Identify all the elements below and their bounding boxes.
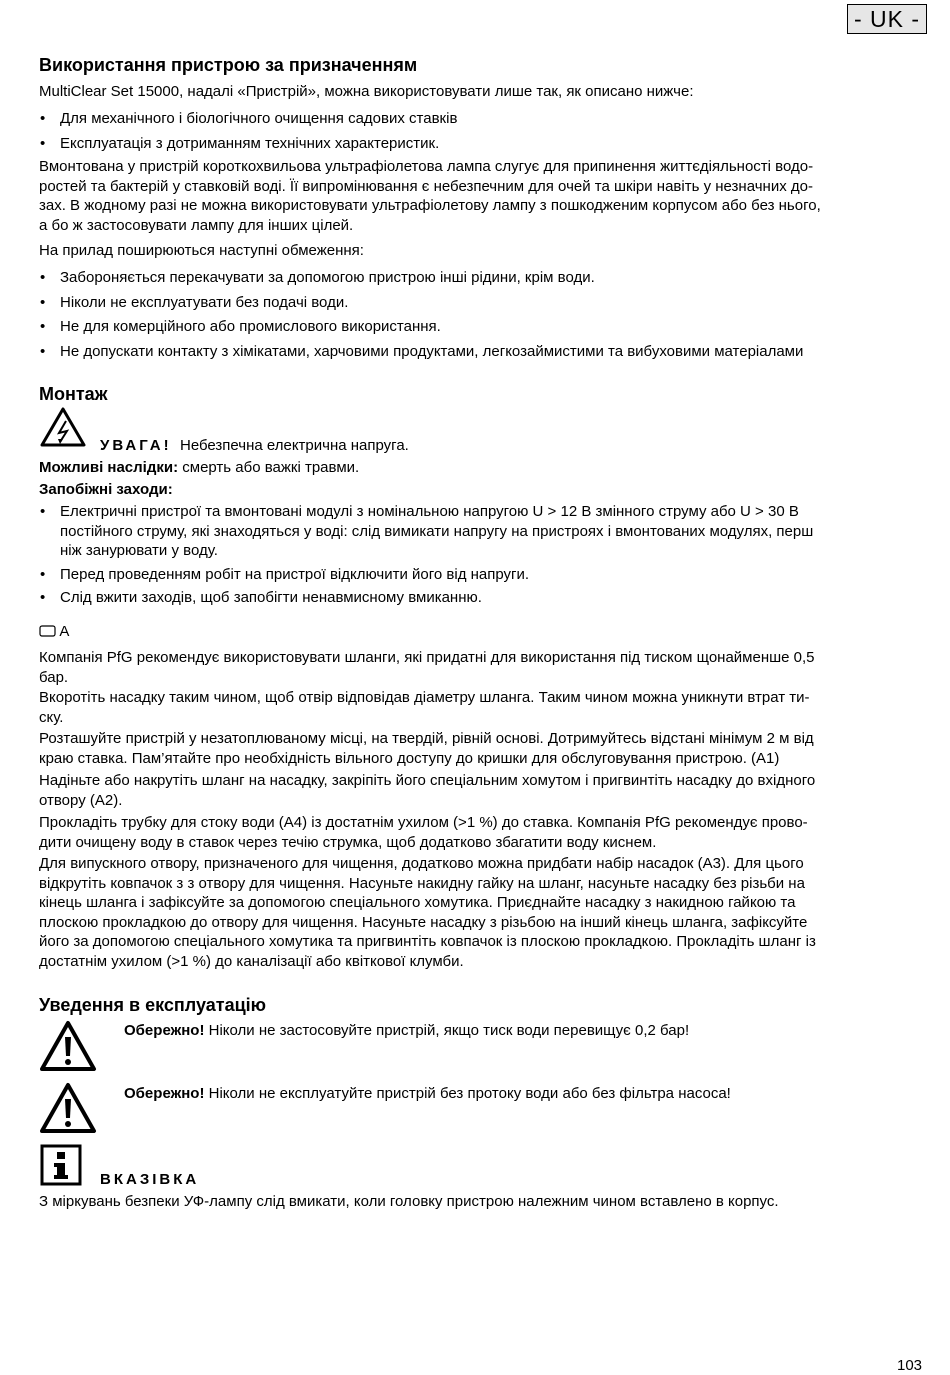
bullet-icon: • [40,503,46,520]
consequences-text: смерть або важкі травми. [182,459,360,476]
language-tag: - UK - [847,4,927,34]
caution-text: Ніколи не експлуатуйте пристрій без протоку води або без фільтра насоса! [208,1085,731,1102]
list-item: • Експлуатація з дотриманням технічних характеристик. [40,135,440,152]
list-item: • Не для комерційного або промислового використання. [40,318,441,335]
installation-paragraph: Розташуйте пристрій у незатоплюваному місці, на твердій, рівній основі. Дотримуйтесь відстані мінімум 2 м від краю ставка. Пам’ятайте про необхідність вільного доступу до кришки для обслуговування пристрою. (A1) [39,730,814,767]
list-item: • Електричні пристрої та вмонтовані модулі з номінальною напругою U > 12 В змінного струму або U > 30 В постійного струму, які знаходяться у воді: слід вимикати напругу на пристроях і вмонтованих модулях, перш ніж занурювати у воду. [40,503,814,559]
note-label: ВКАЗІВКА [100,1171,200,1188]
caution-icon [39,1082,97,1134]
bullet-icon: • [40,135,46,152]
list-item: • Слід вжити заходів, щоб запобігти ненавмисному вмиканню. [40,589,482,606]
caution-text: Ніколи не застосовуйте пристрій, якщо тиск води перевищує 0,2 бар! [208,1022,690,1039]
bullet-icon: • [40,343,46,360]
electric-hazard-icon [39,406,87,448]
caution-icon [39,1020,97,1072]
note-text: З міркувань безпеки УФ-лампу слід вмикати, коли головку пристрою належним чином вставлено в корпус. [39,1193,779,1210]
intended-use-intro: MultiClear Set 15000, надалі «Пристрій», можна використовувати лише так, як описано нижче: [39,83,694,100]
figure-reference: A [39,622,919,642]
caution-note [124,1084,914,1104]
list-item: • Забороняється перекачувати за допомогою пристрою інші рідини, крім води. [40,269,595,286]
bullet-icon: • [40,318,46,335]
intended-use-heading: Використання пристрою за призначенням [39,55,418,75]
installation-paragraph: Для випускного отвору, призначеного для чищення, додатково можна придбати набір насадок (A3). Для цього відкрутіть ковпачок з з отвору для чищення. Насуньте накидну гайку на шланг, насуньте насадку без різьби на кінець шланга і зафіксуйте за допомогою спеціального хомутика. Приєднайте насадку з накидною гайкою та плоскою прокладкою до отвору для чищення. Насуньте насадку з різьбою на інший кінець шланга, зафіксуйте його за допомогою спеціального хомутика та пригвинтіть ковпачок із плоскою прокладкою. Прокладіть шланг із достатнім ухилом (>1 %) до каналізації або квіткової клумби. [39,855,816,970]
bullet-icon: • [40,294,46,311]
warning-label: УВАГА! [100,437,172,454]
commissioning-heading: Уведення в експлуатацію [39,995,267,1015]
list-item: • Для механічного і біологічного очищення садових ставків [40,110,458,127]
page-number: 103 [897,1357,923,1374]
caution-label: Обережно! [124,1085,205,1102]
restrictions-intro: На прилад поширюються наступні обмеження: [39,242,364,259]
caution-label: Обережно! [124,1022,205,1039]
installation-paragraph: Надіньте або накрутіть шланг на насадку, закріпіть його спеціальним хомутом і пригвинтіть насадку до вхідного отвору (A2). [39,772,816,809]
installation-heading: Монтаж [39,384,108,404]
list-item: • Не допускати контакту з хімікатами, харчовими продуктами, легкозаймистими та вибуховими матеріалами [40,343,804,360]
bullet-icon: • [40,589,46,606]
installation-paragraph: Компанія PfG рекомендує використовувати шланги, які придатні для використання під тиском щонайменше 0,5 бар. [39,649,815,686]
list-item: • Ніколи не експлуатувати без подачі води. [40,294,349,311]
precautions-label: Запобіжні заходи: [39,481,173,498]
bullet-icon: • [40,110,46,127]
consequences-line [39,458,919,478]
figure-page-icon [39,625,56,637]
info-icon [40,1144,82,1186]
uv-lamp-paragraph: Вмонтована у пристрій короткохвильова ультрафіолетова лампа слугує для припинення життєдіяльності водо- ростей та бактерій у ставковій воді. Її випромінювання є небезпечним для очей та шкіри навіть у незначних до- зах. В жодному разі не можна використовувати ультрафіолетову лампу з пошкодженим корпусом або без нього, а бо ж застосовувати лампу для інших цілей. [39,158,821,234]
warning-text: Небезпечна електрична напруга. [179,437,409,454]
caution-note [124,1021,914,1041]
bullet-icon: • [40,566,46,583]
electric-warning [100,436,900,456]
installation-paragraph: Вкоротіть насадку таким чином, щоб отвір відповідав діаметру шланга. Таким чином можна уникнути втрат ти- ску. [39,689,810,726]
list-item: • Перед проведенням робіт на пристрої відключити його від напруги. [40,566,530,583]
installation-paragraph: Прокладіть трубку для стоку води (A4) із достатнім ухилом (>1 %) до ставка. Компанія PfG рекомендує прово- дити очищену воду в ставок через течію струмка, щоб додатково збагатити воду киснем. [39,814,808,851]
consequences-label: Можливі наслідки: [39,459,179,476]
bullet-icon: • [40,269,46,286]
